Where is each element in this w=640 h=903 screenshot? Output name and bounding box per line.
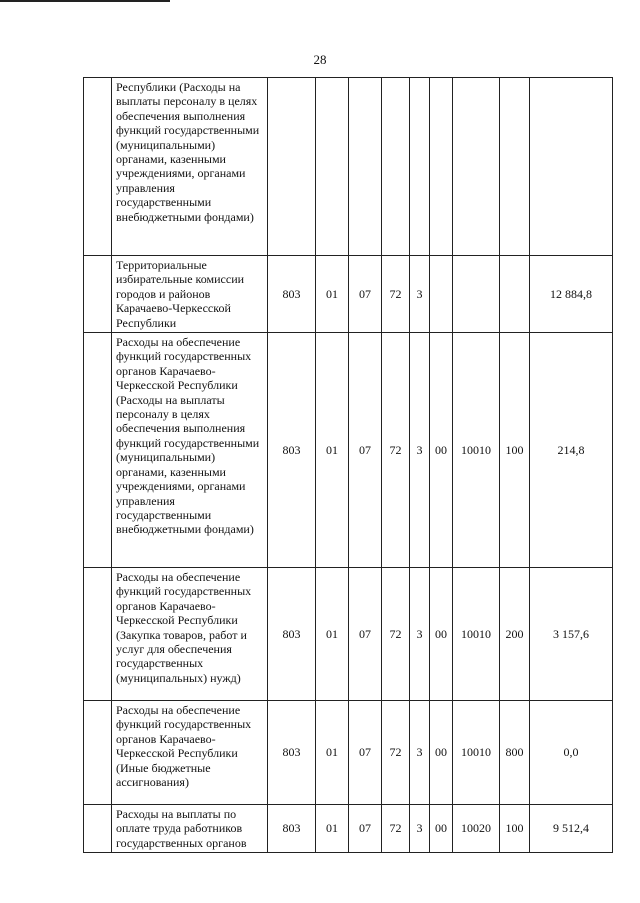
direction-cell — [453, 256, 500, 333]
page-number: 28 — [313, 52, 327, 67]
expense-type-cell: 800 — [500, 701, 530, 805]
program-cell: 72 — [382, 256, 410, 333]
subprogram-cell: 3 — [410, 568, 430, 701]
subprogram-cell: 3 — [410, 701, 430, 805]
number-cell — [84, 78, 112, 256]
number-cell — [84, 568, 112, 701]
description-cell: Расходы на выплаты по оплате труда работников государственных органов — [112, 805, 268, 853]
number-cell — [84, 256, 112, 333]
amount-cell: 214,8 — [530, 333, 613, 568]
group-cell: 00 — [430, 701, 453, 805]
table-row — [84, 333, 613, 568]
subsection-cell: 07 — [349, 805, 382, 853]
subsection-cell — [349, 78, 382, 256]
ministry-cell: 803 — [268, 701, 316, 805]
section-cell: 01 — [316, 568, 349, 701]
amount-cell: 3 157,6 — [530, 568, 613, 701]
budget-table — [83, 77, 613, 853]
ministry-cell: 803 — [268, 256, 316, 333]
description-cell: Расходы на обеспечение функций государственных органов Карачаево-Черкесской Республики (Иные бюджетные ассигнования) — [112, 701, 268, 805]
group-cell: 00 — [430, 805, 453, 853]
group-cell: 00 — [430, 568, 453, 701]
expense-type-cell: 100 — [500, 805, 530, 853]
top-rule — [0, 0, 170, 2]
amount-cell: 0,0 — [530, 701, 613, 805]
amount-cell — [530, 78, 613, 256]
section-cell: 01 — [316, 805, 349, 853]
table-row — [84, 78, 613, 256]
ministry-cell — [268, 78, 316, 256]
subsection-cell: 07 — [349, 568, 382, 701]
subsection-cell: 07 — [349, 701, 382, 805]
direction-cell: 10010 — [453, 333, 500, 568]
program-cell: 72 — [382, 701, 410, 805]
subsection-cell: 07 — [349, 256, 382, 333]
program-cell — [382, 78, 410, 256]
program-cell: 72 — [382, 568, 410, 701]
ministry-cell: 803 — [268, 805, 316, 853]
section-cell: 01 — [316, 333, 349, 568]
expense-type-cell: 200 — [500, 568, 530, 701]
description-cell: Расходы на обеспечение функций государственных органов Карачаево-Черкесской Республики (Закупка товаров, работ и услуг для обеспечения государственных (муниципальных) нужд) — [112, 568, 268, 701]
amount-cell: 12 884,8 — [530, 256, 613, 333]
description-cell: Территориальные избирательные комиссии городов и районов Карачаево-Черкесской Республики — [112, 256, 268, 333]
expense-type-cell — [500, 256, 530, 333]
subprogram-cell — [410, 78, 430, 256]
direction-cell — [453, 78, 500, 256]
number-cell — [84, 701, 112, 805]
subprogram-cell: 3 — [410, 805, 430, 853]
section-cell: 01 — [316, 701, 349, 805]
table-row — [84, 805, 613, 853]
number-cell — [84, 333, 112, 568]
expense-type-cell — [500, 78, 530, 256]
subprogram-cell: 3 — [410, 256, 430, 333]
direction-cell: 10010 — [453, 701, 500, 805]
table-row — [84, 256, 613, 333]
number-cell — [84, 805, 112, 853]
group-cell: 00 — [430, 333, 453, 568]
group-cell — [430, 78, 453, 256]
ministry-cell: 803 — [268, 333, 316, 568]
group-cell — [430, 256, 453, 333]
direction-cell: 10010 — [453, 568, 500, 701]
description-cell: Расходы на обеспечение функций государственных органов Карачаево-Черкесской Республики (Расходы на выплаты персоналу в целях обеспечения выполнения функций государственными (муниципальными) органами, казенными учреждениями, органами управления государственными внебюджетными фондами) — [112, 333, 268, 568]
section-cell: 01 — [316, 256, 349, 333]
ministry-cell: 803 — [268, 568, 316, 701]
section-cell — [316, 78, 349, 256]
expense-type-cell: 100 — [500, 333, 530, 568]
table-row — [84, 568, 613, 701]
subprogram-cell: 3 — [410, 333, 430, 568]
direction-cell: 10020 — [453, 805, 500, 853]
program-cell: 72 — [382, 333, 410, 568]
amount-cell: 9 512,4 — [530, 805, 613, 853]
description-cell: Республики (Расходы на выплаты персоналу в целях обеспечения выполнения функций государственными (муниципальными) органами, казенными учреждениями, органами управления государственными внебюджетными фондами) — [112, 78, 268, 256]
subsection-cell: 07 — [349, 333, 382, 568]
program-cell: 72 — [382, 805, 410, 853]
table-row — [84, 701, 613, 805]
